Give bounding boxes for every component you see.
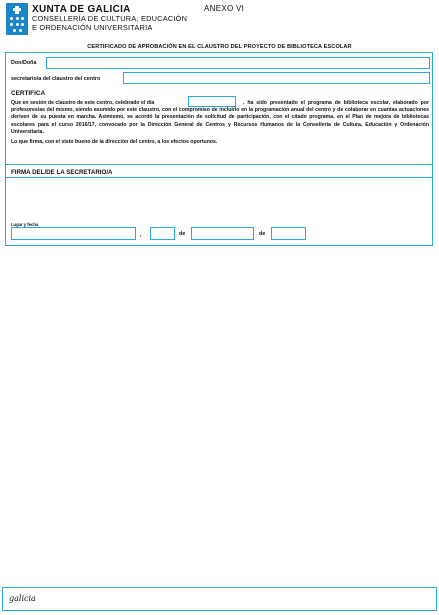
secretary-label: secretario/a del claustro del centro <box>11 76 101 82</box>
year-field[interactable] <box>271 227 306 240</box>
document-title: CERTIFICADO DE APROBACIÓN EN EL CLAUSTRO DEL PROYECTO DE BIBLIOTECA ESCOLAR <box>87 44 352 50</box>
org-department-line2: E ORDENACIÓN UNIVERSITARIA <box>32 22 153 32</box>
place-field[interactable] <box>11 227 136 240</box>
org-main-name: XUNTA DE GALICIA <box>32 4 131 15</box>
day-field[interactable] <box>150 227 175 240</box>
org-department-line1: CONSELLERÍA DE CULTURA, EDUCACIÓN <box>32 14 188 23</box>
statement-body: , ha sido presentado el programa de biblioteca escolar, elaborado por profesores/as del mismo, siendo asumido por este claustro, con el compromiso de incluirlo en la programación anual del centro y de colaborar en cuantas actuaciones deriven de su puesta en marcha. Asimismo, se acordó la presentación de solicitud de participación, con el citado programa, en el Plan de mejora de bibliotecas escolares para el curso 2016/17, convocado por la Dirección General de Centros y Recursos Humanos de la Consellería de Cultura, Educación y Ordenación Universitaria. <box>11 100 429 135</box>
month-field[interactable] <box>191 227 254 240</box>
galicia-logo: galicia <box>9 594 36 603</box>
comma-separator: , <box>140 232 142 238</box>
statement-intro: Que en sesión de claustro de este centro, celebrado el día <box>11 100 155 106</box>
de-separator-1: de <box>179 231 186 237</box>
signature-section <box>5 164 433 246</box>
organization-name <box>32 4 187 32</box>
school-field[interactable] <box>123 72 430 84</box>
name-label: Don/Doña <box>11 60 37 66</box>
certificate-section <box>5 52 433 178</box>
annex-label: ANEXO VI <box>204 4 245 13</box>
signature-title: FIRMA DEL/DE LA SECRETARIO/A <box>11 169 113 176</box>
name-field[interactable] <box>46 57 430 69</box>
de-separator-2: de <box>259 231 266 237</box>
xunta-coat-of-arms-icon <box>6 3 28 35</box>
page-footer <box>2 587 437 611</box>
place-date-label: Lugar y fecha <box>11 222 39 227</box>
certifica-heading: CERTIFICA <box>11 90 46 97</box>
page-header <box>4 2 435 40</box>
closing-statement: Lo que firma, con el visto bueno de la dirección del centro, a los efectos oportunos. <box>11 139 218 145</box>
